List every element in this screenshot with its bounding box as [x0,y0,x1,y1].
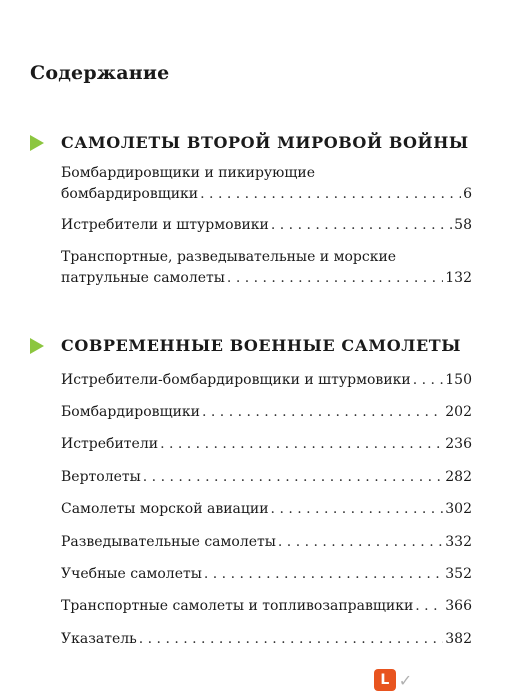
toc-entry[interactable] [61,434,472,455]
toc-page-number: 366 [445,598,472,614]
toc-page-number: 6 [463,186,472,202]
toc-page-number: 132 [445,270,472,286]
toc-entry-text: Разведывательные самолеты [61,534,276,550]
logo-mark-icon: ✓ [398,670,413,690]
toc-entry-text: Учебные самолеты [61,566,202,582]
toc-page-number: 236 [445,436,472,452]
dot-leader [271,215,452,236]
page-title: Содержание [30,62,170,84]
dot-leader [160,434,443,455]
toc-page-number: 202 [445,404,472,420]
dot-leader [204,564,443,585]
toc-entry[interactable] [61,215,472,236]
toc-page-number: 282 [445,469,472,485]
toc-page-number: 382 [445,631,472,647]
section-title: СОВРЕМЕННЫЕ ВОЕННЫЕ САМОЛЕТЫ [61,336,462,355]
toc-entry[interactable] [61,499,472,520]
toc-entry[interactable] [61,247,472,289]
toc-entry-text-line1: Бомбардировщики и пикирующие [61,165,315,181]
toc-page-number: 150 [445,372,472,388]
toc-page-number: 332 [445,534,472,550]
dot-leader [278,532,443,553]
toc-entry-text: патрульные самолеты [61,270,225,286]
toc-entry[interactable] [61,163,472,205]
toc-entry[interactable] [61,467,472,488]
dot-leader [227,268,443,289]
triangle-marker-icon [30,338,44,354]
toc-entry[interactable] [61,629,472,650]
toc-entry-text: Указатель [61,631,137,647]
dot-leader [271,499,444,520]
toc-entry-text: Вертолеты [61,469,141,485]
dot-leader [200,184,461,205]
section-title: САМОЛЕТЫ ВТОРОЙ МИРОВОЙ ВОЙНЫ [61,133,469,152]
toc-entry-text: бомбардировщики [61,186,199,202]
toc-entry-text: Бомбардировщики [61,404,200,420]
toc-entry-text-line1: Транспортные, разведывательные и морские [61,249,397,265]
dot-leader [202,402,443,423]
toc-entry-text: Самолеты морской авиации [61,501,269,517]
toc-entry[interactable] [61,532,472,553]
dot-leader [415,596,443,617]
logo-badge: L [374,669,396,691]
toc-entry-text: Истребители [61,436,159,452]
dot-leader [413,370,444,391]
toc-entry-text: Истребители и штурмовики [61,217,269,233]
triangle-marker-icon [30,135,44,151]
toc-entry[interactable] [61,370,472,391]
labirint-logo-icon [367,660,419,700]
dot-leader [143,467,443,488]
toc-entry[interactable] [61,402,472,423]
toc-entry-text: Транспортные самолеты и топливозаправщики [61,598,414,614]
toc-page-number: 58 [454,217,472,233]
dot-leader [139,629,444,650]
section-heading [30,133,469,152]
toc-page-number: 302 [445,501,472,517]
toc-page-number: 352 [445,566,472,582]
toc-entry[interactable] [61,596,472,617]
section-heading [30,336,461,355]
toc-entry-text: Истребители-бомбардировщики и штурмовики [61,372,411,388]
toc-entry[interactable] [61,564,472,585]
